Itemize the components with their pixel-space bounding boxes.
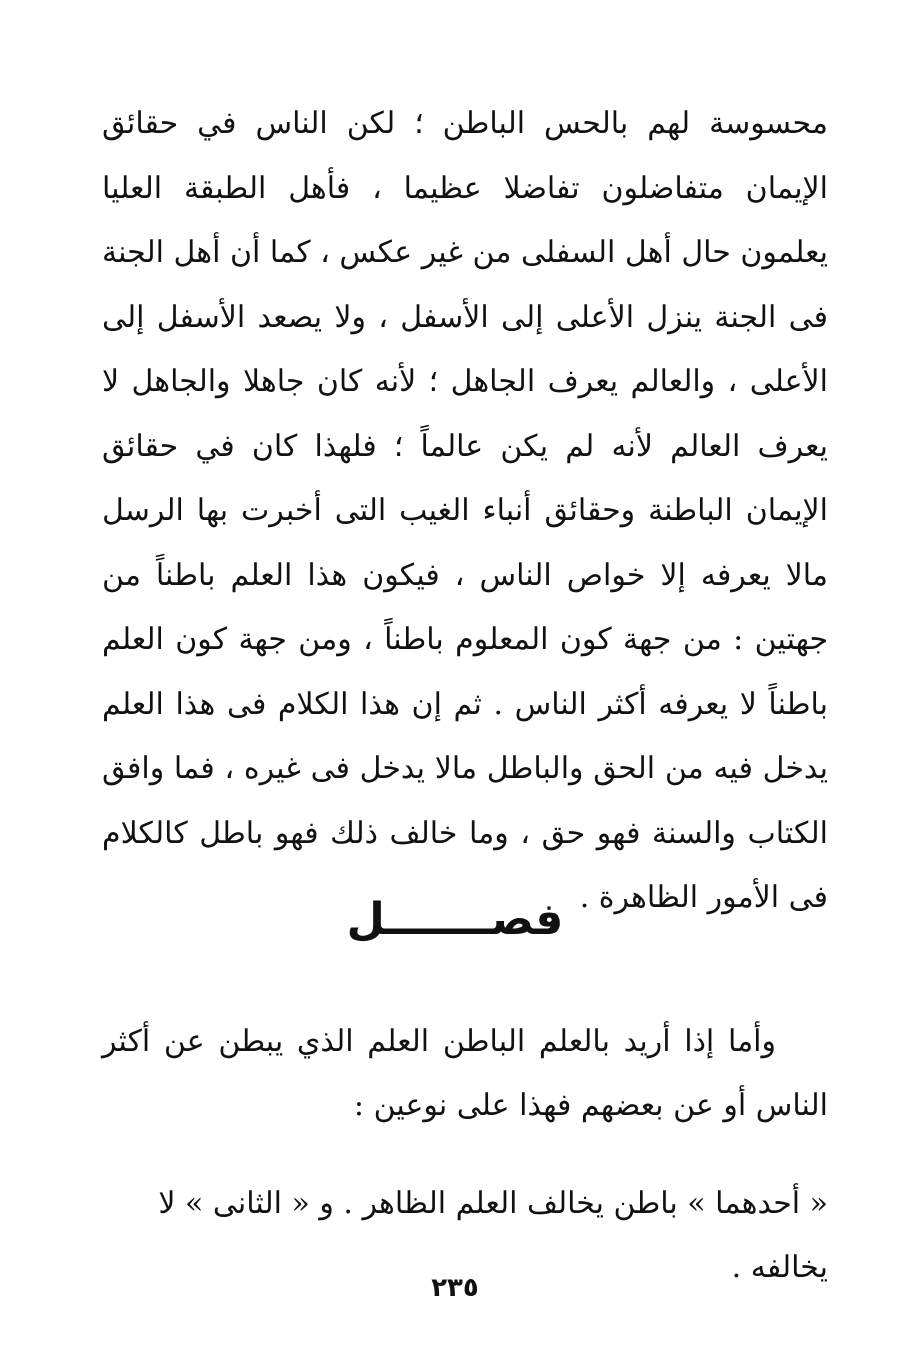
- body-paragraph-1: محسوسة لهم بالحس الباطن ؛ لكن الناس في حقائق الإيمان متفاضلون تفاضلا عظيما ، فأهل الطبقة العليا يعلمون حال أهل السفلى من غير عكس ، كما أن أهل الجنة فى الجنة ينزل الأعلى إلى الأسفل ، ولا يصعد الأسفل إلى الأعلى ، والعالم يعرف الجاهل ؛ لأنه كان جاهلا والجاهل لا يعرف العالم لأنه لم يكن عالماً ؛ فلهذا كان في حقائق الإيمان الباطنة وحقائق أنباء الغيب التى أخبرت بها الرسل مالا يعرفه إلا خواص الناس ، فيكون هذا العلم باطناً من جهتين : من جهة كون المعلوم باطناً ، ومن جهة كون العلم باطناً لا يعرفه أكثر الناس . ثم إن هذا الكلام فى هذا العلم يدخل فيه من الحق والباطل مالا يدخل فى غيره ، فما وافق الكتاب والسنة فهو حق ، وما خالف ذلك فهو باطل كالكلام فى الأمور الظاهرة .: [102, 106, 828, 915]
- body-paragraph-3: « أحدهما » باطن يخالف العلم الظاهر . و « الثانى » لا يخالفه .: [158, 1186, 828, 1285]
- body-paragraph-2: وأما إذا أريد بالعلم الباطن العلم الذي يبطن عن أكثر الناس أو عن بعضهم فهذا على نوعين :: [102, 1024, 828, 1123]
- section-heading: فصـــــــل: [346, 894, 564, 945]
- page-number: ٢٣٥: [431, 1273, 479, 1303]
